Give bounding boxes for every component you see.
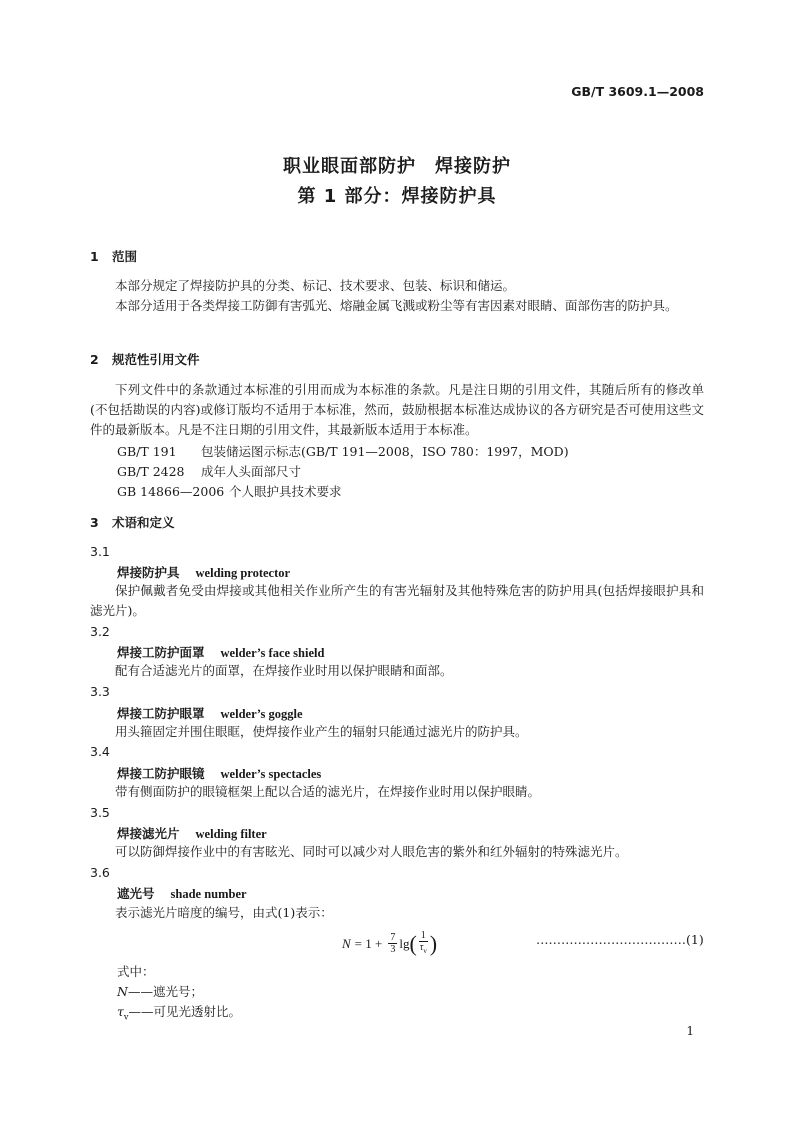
fraction-denominator: 3 — [390, 944, 396, 955]
inner-numerator: 1 — [420, 930, 426, 941]
term-entry — [117, 884, 247, 902]
term-definition-text: 配有合适滤光片的面罩，在焊接作业时用以保护眼睛和面部。 — [115, 663, 453, 678]
formula-fraction — [388, 932, 397, 955]
clause-number: 3.3 — [90, 684, 110, 699]
section1-body — [90, 276, 704, 316]
ref-item — [117, 442, 569, 460]
term-entry — [117, 764, 321, 782]
term-entry — [117, 704, 303, 722]
ref-code: GB/T 191 — [117, 444, 177, 459]
term-en: welding filter — [195, 827, 267, 841]
term-zh: 焊接工防护面罩 — [117, 645, 205, 660]
section2-para1: 下列文件中的条款通过本标准的引用而成为本标准的条款。凡是注日期的引用文件，其随后所有的修改单(不包括勘误的内容)或修订版均不适用于本标准，然而，鼓励根据本标准达成协议的各方研究是否可使用这些文件的最新版本。凡是不注日期的引用文件，其最新版本适用于本标准。 — [90, 382, 704, 437]
term-entry — [117, 563, 290, 581]
term-en: welder’s goggle — [220, 707, 303, 721]
section2-heading — [90, 350, 200, 368]
term-en: shade number — [170, 887, 247, 901]
fraction-numerator: 7 — [390, 932, 396, 943]
clause-number: 3.4 — [90, 744, 110, 759]
symbol-description: ——可见光透射比。 — [128, 1004, 241, 1019]
section3-heading — [90, 513, 175, 531]
inner-denominator — [420, 942, 427, 957]
symbol-subscript: v — [123, 1012, 129, 1022]
term-definition-text: 带有侧面防护的眼镜框架上配以合适的滤光片，在焊接作业时用以保护眼睛。 — [115, 784, 541, 799]
section2-title: 规范性引用文件 — [112, 352, 200, 367]
term-zh: 焊接防护具 — [117, 565, 180, 580]
term-entry — [117, 643, 324, 661]
section3-number: 3 — [90, 515, 99, 530]
section3-title: 术语和定义 — [112, 515, 175, 530]
section1-title: 范围 — [112, 249, 138, 264]
equation-number: ………………………………(1) — [536, 932, 704, 947]
document-title-line1: 职业眼面部防护 焊接防护 — [283, 156, 511, 177]
term-definition — [90, 782, 704, 802]
term-en: welder’s spectacles — [220, 767, 322, 781]
term-zh: 焊接工防护眼罩 — [117, 706, 205, 721]
page-number: 1 — [686, 1024, 694, 1038]
ref-code: GB/T 2428 — [117, 464, 185, 479]
right-paren: ) — [429, 930, 438, 956]
term-zh: 焊接工防护眼镜 — [117, 766, 205, 781]
term-zh: 焊接滤光片 — [117, 826, 180, 841]
term-definition — [90, 842, 704, 862]
term-definition — [90, 661, 704, 681]
ref-title: 包装储运图示标志(GB/T 191—2008，ISO 780：1997，MOD) — [201, 444, 569, 459]
section2-number: 2 — [90, 352, 99, 367]
term-definition-text: 用头箍固定并围住眼眶，使焊接作业产生的辐射只能通过滤光片的防护具。 — [115, 724, 528, 739]
section1-heading — [90, 247, 137, 265]
term-entry — [117, 824, 267, 842]
left-paren: ( — [409, 930, 417, 956]
term-definition — [90, 722, 704, 742]
formula-equals: = 1 + — [354, 935, 383, 951]
ref-title: 个人眼护具技术要求 — [229, 484, 342, 499]
formula-lhs: N — [342, 935, 351, 951]
term-zh: 遮光号 — [117, 886, 155, 901]
tau-symbol: τ — [419, 942, 424, 953]
standard-code: GB/T 3609.1—2008 — [571, 84, 704, 99]
formula-inner-fraction — [419, 930, 428, 957]
symbol-entry — [117, 982, 203, 1000]
tau-subscript: v — [423, 947, 427, 955]
symbol-name: τ — [117, 1004, 124, 1019]
symbol-description: ——遮光号； — [127, 984, 203, 999]
where-label: 式中： — [117, 964, 155, 979]
document-title-line2: 第 1 部分：焊接防护具 — [297, 186, 497, 207]
term-definition — [90, 581, 704, 621]
ref-item — [117, 462, 301, 480]
term-definition-text: 表示滤光片暗度的编号，由式(1)表示： — [115, 905, 333, 920]
clause-number: 3.2 — [90, 624, 110, 639]
ref-item — [117, 482, 342, 500]
formula-lg: lg — [399, 935, 410, 951]
ref-title: 成年人头面部尺寸 — [201, 464, 302, 479]
ref-code: GB 14866—2006 — [117, 484, 225, 499]
symbol-name: N — [117, 984, 128, 999]
section1-para1: 本部分规定了焊接防护具的分类、标记、技术要求、包装、标识和储运。 — [115, 278, 516, 293]
section1-para2: 本部分适用于各类焊接工防御有害弧光、熔融金属飞溅或粉尘等有害因素对眼睛、面部伤害的防护具。 — [115, 298, 678, 313]
shade-number-formula — [342, 930, 437, 957]
clause-number: 3.1 — [90, 544, 110, 559]
term-definition-text: 可以防御焊接作业中的有害眩光、同时可以减少对人眼危害的紫外和红外辐射的特殊滤光片。 — [115, 844, 628, 859]
term-definition-text: 保护佩戴者免受由焊接或其他相关作业所产生的有害光辐射及其他特殊危害的防护用具(包括焊接眼护具和滤光片)。 — [90, 583, 704, 618]
section2-body — [90, 380, 704, 440]
symbol-entry — [117, 1002, 241, 1022]
section1-number: 1 — [90, 249, 99, 264]
term-en: welder’s face shield — [220, 646, 325, 660]
term-definition — [90, 903, 704, 923]
clause-number: 3.5 — [90, 805, 110, 820]
clause-number: 3.6 — [90, 865, 110, 880]
term-en: welding protector — [195, 566, 291, 580]
